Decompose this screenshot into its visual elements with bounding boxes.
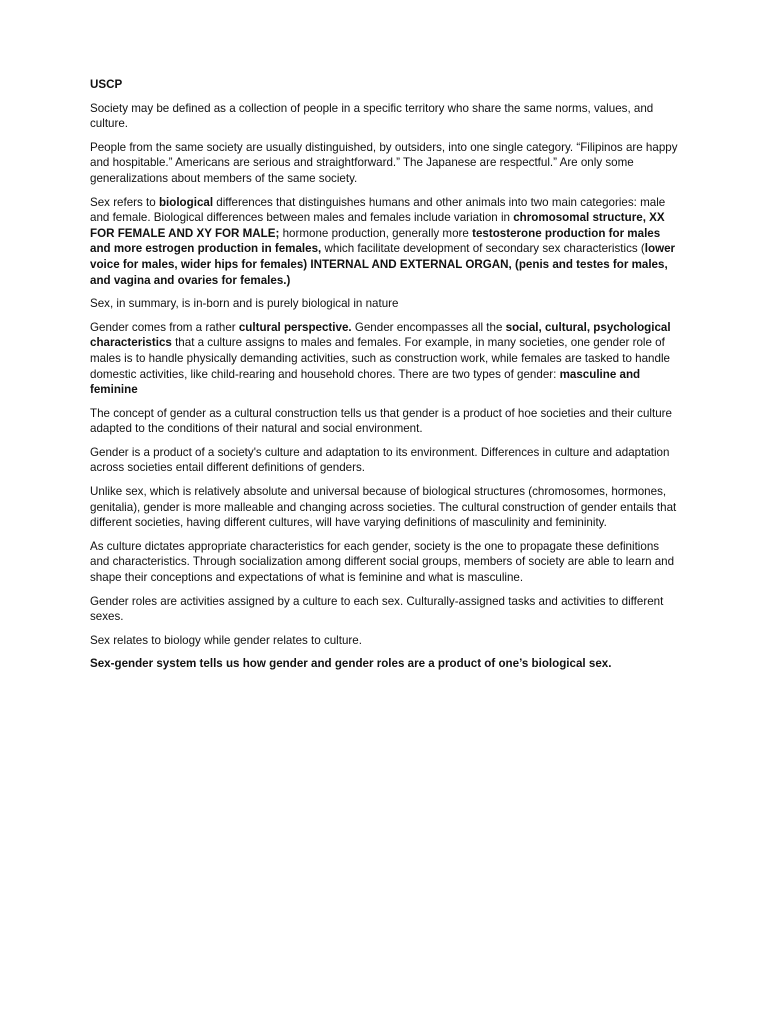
paragraph (90, 633, 680, 649)
bold-text-run: chromosomal structure, XX FOR FEMALE AND XY FOR MALE; (90, 211, 665, 240)
bold-text-run: testosterone production for males and more estrogen production in females, (90, 226, 661, 256)
text-run: Gender encompasses all the (351, 320, 506, 334)
text-run: Gender roles are activities assigned by a culture to each sex. Culturally-assigned tasks and activities to different sexes. (90, 594, 664, 624)
paragraph (90, 445, 680, 476)
text-run: that a culture assigns to males and females. For example, in many societies, one gender role of males is to handle physically demanding activities, such as construction work, while females are tasked to handle domestic activities, like child-rearing and household chores. There are two types of gender: (90, 336, 670, 381)
paragraph (90, 406, 680, 437)
bold-text-run: lower voice for males, wider hips for females) INTERNAL AND EXTERNAL ORGAN, (penis and testes for males, and vagina and ovaries for females.) (90, 242, 676, 287)
document-title: USCP (90, 78, 123, 91)
bold-text-run: biological (158, 195, 214, 209)
text-run: Gender is a product of a society's culture and adaptation to its environment. Differences in culture and adaptation across societies entail different definitions of genders. (90, 445, 670, 475)
paragraph (90, 656, 680, 672)
bold-text-run: social, cultural, psychological characteristics (90, 320, 671, 350)
text-run: differences that distinguishes humans and other animals into two main categories: male and female. Biological differences between males and females include variation in (90, 195, 666, 225)
document-page (90, 77, 680, 680)
bold-text-run: masculine and feminine (90, 367, 641, 397)
bold-text-run: Sex-gender system tells us how gender and gender roles are a product of one’s biological sex. (90, 657, 612, 671)
text-run: Gender comes from a rather (90, 320, 239, 334)
text-run: People from the same society are usually distinguished, by outsiders, into one single category. “Filipinos are happy and hospitable.” Americans are serious and straightforward.” The Japanese are respectful.” Are only some generalizations about members of the same society. (90, 140, 678, 185)
text-run: Sex refers to (90, 195, 159, 209)
paragraph (90, 140, 680, 187)
paragraph (90, 320, 680, 398)
paragraph (90, 101, 680, 132)
paragraph (90, 296, 680, 312)
text-run: The concept of gender as a cultural construction tells us that gender is a product of hoe societies and their culture adapted to the conditions of their natural and social environment. (90, 406, 672, 436)
bold-text-run: cultural perspective. (238, 320, 352, 334)
paragraph (90, 539, 680, 586)
paragraph (90, 594, 680, 625)
paragraph (90, 195, 680, 289)
document-body (90, 101, 680, 672)
text-run: Sex relates to biology while gender relates to culture. (90, 633, 362, 647)
text-run: Unlike sex, which is relatively absolute and universal because of biological structures (chromosomes, hormones, genitalia), gender is more malleable and changing across societies. The cultural construction of gender entails that different societies, having different cultures, will have varying definitions of masculinity and femininity. (90, 485, 677, 530)
text-run: As culture dictates appropriate characteristics for each gender, society is the one to propagate these definitions and characteristics. Through socialization among different social groups, members of society are able to learn and shape their conceptions and expectations of what is feminine and what is masculine. (90, 539, 675, 585)
text-run: hormone production, generally more (279, 226, 473, 240)
text-run: which facilitate development of secondary sex characteristics ( (321, 242, 645, 256)
text-run: Sex, in summary, is in-born and is purely biological in nature (90, 297, 399, 311)
text-run: Society may be defined as a collection of people in a specific territory who share the same norms, values, and culture. (90, 101, 654, 131)
paragraph (90, 484, 680, 531)
